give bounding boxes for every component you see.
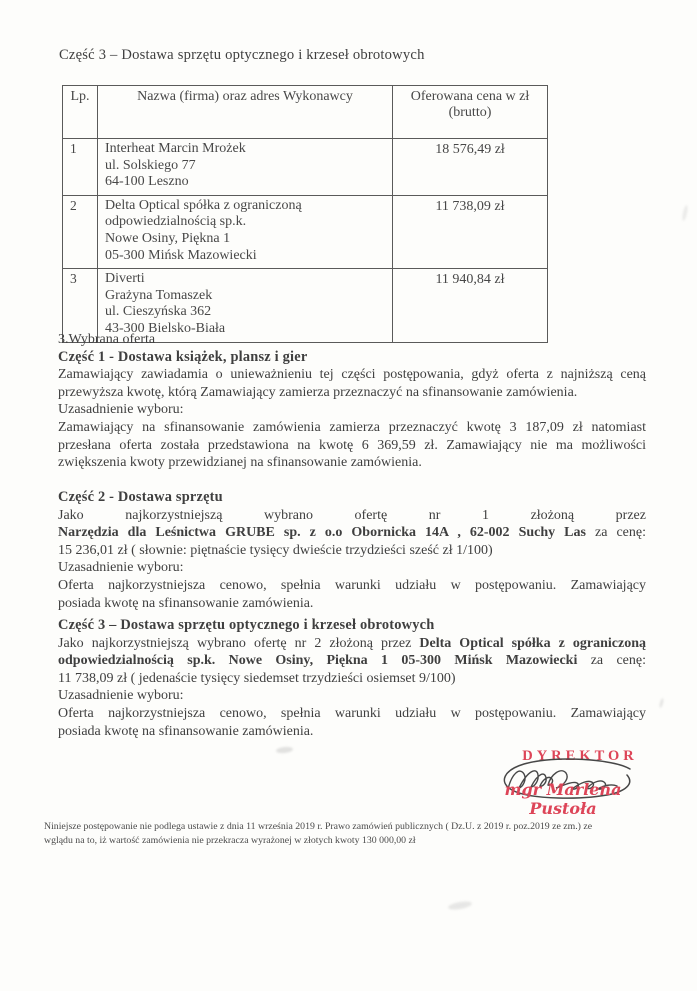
- price-cell: 11 738,09 zł: [393, 195, 548, 268]
- table-header-row: [63, 86, 548, 139]
- page-title: Część 3 – Dostawa sprzętu optycznego i krzeseł obrotowych: [59, 47, 425, 63]
- contractor-line: ul. Cieszyńska 362: [105, 304, 212, 320]
- row-number: 3: [63, 269, 98, 342]
- part3-heading: Część 3 – Dostawa sprzętu optycznego i krzeseł obrotowych: [58, 617, 435, 633]
- column-header-price: [393, 86, 548, 139]
- justification-label: Uzasadnienie wyboru:: [58, 560, 184, 576]
- offers-table: [62, 85, 548, 343]
- scan-smudge: [276, 746, 294, 754]
- part2-heading: Część 2 - Dostawa sprzętu: [58, 489, 223, 505]
- legal-footnote: [44, 820, 592, 848]
- contractor-line: Delta Optical spółka z ograniczoną: [105, 197, 302, 213]
- table-row: [63, 139, 548, 196]
- price-cell: 18 576,49 zł: [393, 139, 548, 196]
- column-header-price-line2: (brutto): [448, 105, 492, 120]
- body-line: Jako najkorzystniejszą wybrano ofertę nr 1 złożoną przez: [58, 507, 646, 523]
- contractor-name-bold: odpowiedzialnością sp.k. Nowe Osiny, Piękna 1 05-300 Mińsk Mazowiecki: [58, 653, 578, 669]
- body-line: Oferta najkorzystniejsza cenowo, spełnia warunki udziału w postępowaniu. Zamawiający: [58, 577, 646, 593]
- body-text: za cenę:: [590, 653, 646, 669]
- contractor-name-bold: Narzędzia dla Leśnictwa GRUBE sp. z o.o Obornicka 14A , 62-002 Suchy Las: [58, 525, 586, 541]
- body-text: Jako najkorzystniejszą wybrano ofertę nr 2 złożoną przez: [58, 635, 412, 651]
- scan-smudge: [659, 698, 664, 708]
- body-line: Zamawiający na sfinansowanie zamówienia zamierza przeznaczyć kwotę 3 187,09 zł natomiast: [58, 419, 646, 435]
- contractor-cell: [98, 195, 393, 268]
- price-cell: 11 940,84 zł: [393, 269, 548, 342]
- section-part2: [58, 489, 646, 612]
- justification-label: Uzasadnienie wyboru:: [58, 402, 184, 418]
- contractor-line: Diverti: [105, 271, 145, 287]
- table-row: [63, 195, 548, 268]
- column-header-contractor: Nazwa (firma) oraz adres Wykonawcy: [98, 86, 393, 139]
- section-selected-offer: [58, 331, 646, 472]
- selected-offer-label: 3.Wybrana oferta: [58, 332, 156, 347]
- body-line: [58, 635, 646, 653]
- body-line: przewyższa kwotę, którą Zamawiający zamierza przeznaczyć na sfinansowanie zamówienia.: [58, 384, 578, 400]
- body-line: [58, 652, 646, 670]
- body-line: 15 236,01 zł ( słownie: piętnaście tysięcy dwieście trzydzieści sześć zł 1/100): [58, 542, 493, 558]
- body-line: 11 738,09 zł ( jedenaście tysięcy siedemset trzydzieści osiemset 9/100): [58, 670, 456, 686]
- body-line: Oferta najkorzystniejsza cenowo, spełnia warunki udziału w postępowaniu. Zamawiający: [58, 705, 646, 721]
- contractor-line: Interheat Marcin Mrożek: [105, 141, 246, 156]
- body-text: za cenę:: [595, 525, 647, 541]
- scan-smudge: [681, 205, 688, 221]
- row-number: 1: [63, 139, 98, 196]
- footnote-line: wglądu na to, iż wartość zamówienia nie przekracza wyrażonej w złotych kwoty 130 000,00 zł: [44, 835, 416, 846]
- signature-name: mgr Marlena Pustoła: [504, 780, 622, 818]
- section-part3: [58, 617, 646, 740]
- contractor-cell: [98, 139, 393, 196]
- contractor-line: ul. Solskiego 77: [105, 157, 196, 173]
- body-line: zwiększenia kwoty przewidzianej na sfinansowanie zamówienia.: [58, 455, 422, 471]
- scan-smudge: [448, 900, 473, 911]
- body-line: posiada kwotę na sfinansowanie zamówienia.: [58, 595, 314, 611]
- contractor-line: odpowiedzialnością sp.k.: [105, 214, 247, 230]
- contractor-line: 64-100 Leszno: [105, 174, 189, 190]
- signature-block: [478, 748, 648, 818]
- body-line: Zamawiający zawiadamia o unieważnieniu tej części postępowania, gdyż oferta z najniższą ceną: [58, 367, 646, 383]
- column-header-lp: Lp.: [63, 86, 98, 139]
- signature-role-title: DYREKTOR: [522, 748, 638, 764]
- body-line: przesłana oferta została przedstawiona na kwotę 6 369,59 zł. Zamawiający nie ma możliwości: [58, 437, 646, 453]
- contractor-line: 43-300 Bielsko-Biała: [105, 320, 226, 336]
- contractor-line: Nowe Osiny, Piękna 1: [105, 230, 231, 246]
- body-line: posiada kwotę na sfinansowanie zamówienia.: [58, 723, 314, 739]
- body-line: [58, 524, 646, 542]
- justification-label: Uzasadnienie wyboru:: [58, 688, 184, 704]
- part1-heading: Część 1 - Dostawa książek, plansz i gier: [58, 348, 308, 365]
- contractor-line: Grażyna Tomaszek: [105, 287, 213, 303]
- contractor-name-bold: Delta Optical spółka z ograniczoną: [419, 635, 647, 651]
- column-header-price-line1: Oferowana cena w zł: [410, 89, 530, 104]
- row-number: 2: [63, 195, 98, 268]
- contractor-line: 05-300 Mińsk Mazowiecki: [105, 247, 257, 263]
- footnote-line: Niniejsze postępowanie nie podlega ustawie z dnia 11 września 2019 r. Prawo zamówień publicznych ( Dz.U. z 2019 r. poz.2019 ze zm.) ze: [44, 821, 593, 832]
